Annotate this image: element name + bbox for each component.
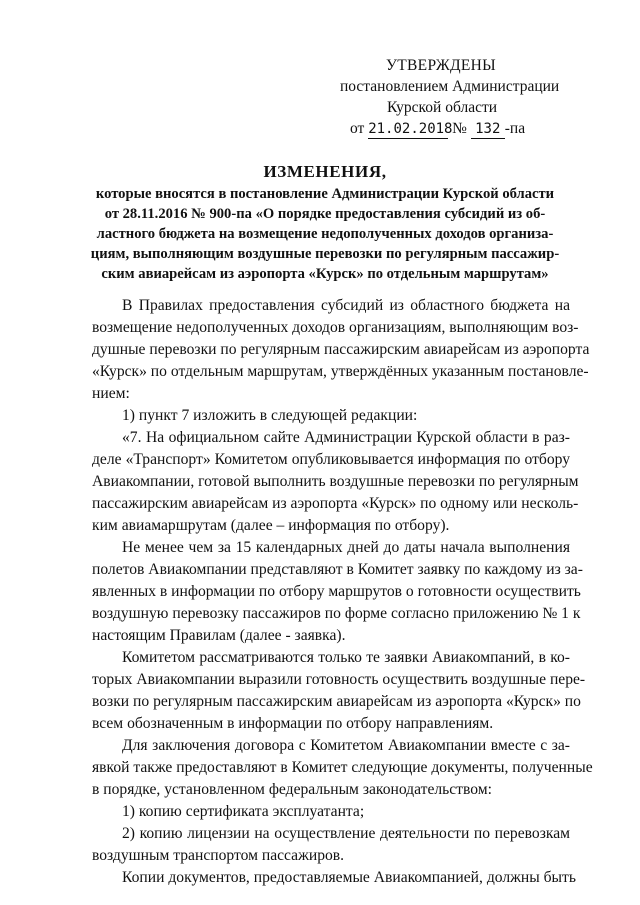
body-line: полетов Авиакомпании представляют в Комитет заявку по каждому из за- [92, 561, 583, 578]
body-line: «7. На официальном сайте Администрации Курской области в раз- [122, 429, 570, 446]
subtitle-line: циям, выполняющим воздушные перевозки по регулярным пассажир- [90, 246, 560, 262]
body-line: Комитетом рассматриваются только те заявки Авиакомпаний, в ко- [122, 649, 570, 666]
body-line: явленных в информации по отбору маршрутов о готовности осуществить [92, 583, 581, 600]
body-line: воздушную перевозку пассажиров по форме согласно приложению № 1 к [92, 605, 581, 622]
body-line: 1) пункт 7 изложить в следующей редакции: [122, 407, 418, 424]
subtitle-line: которые вносятся в постановление Администрации Курской области [95, 186, 555, 202]
date-prefix: от [350, 120, 365, 137]
body-line: 1) копию сертификата эксплуатанта; [122, 803, 365, 820]
body-line: нием: [92, 385, 130, 402]
body-line: «Курск» по отдельным маршрутам, утверждённых указанным постановле- [92, 363, 589, 380]
subtitle-line: от 28.11.2016 № 900-па «О порядке предоставления субсидий из об- [104, 206, 546, 222]
document-title: ИЗМЕНЕНИЯ, [263, 162, 387, 181]
body-line: торых Авиакомпании выразили готовность осуществить воздушные пере- [92, 671, 586, 688]
document-subtitle [80, 184, 570, 284]
body-line: ким авиамаршрутам (далее – информация по отбору). [92, 517, 450, 534]
approval-date: 21.02.2018 [368, 121, 453, 137]
body-line: 2) копию лицензии на осуществление деятельности по перевозкам [122, 825, 570, 842]
body-line: Авиакомпании, готовой выполнить воздушные перевозки по регулярным [92, 473, 579, 490]
approval-authority: постановлением Администрации [340, 78, 560, 95]
body-line: В Правилах предоставления субсидий из областного бюджета на [122, 297, 570, 314]
body-line: настоящим Правилам (далее - заявка). [92, 627, 346, 644]
number-prefix: № [452, 120, 467, 137]
approval-title: УТВЕРЖДЕНЫ [386, 57, 496, 74]
body-line: Не менее чем за 15 календарных дней до даты начала выполнения [122, 539, 570, 556]
number-suffix: -па [504, 120, 526, 137]
body-line: явкой также предоставляют в Комитет следующие документы, полученные [92, 759, 593, 776]
body-line: пассажирским авиарейсам из аэропорта «Курск» по одному или несколь- [92, 495, 579, 512]
body-line: деле «Транспорт» Комитетом опубликовывается информация по отбору [92, 451, 570, 468]
body-line: воздушным транспортом пассажиров. [92, 847, 345, 864]
body-line: всем обозначенным в информации по отбору направлениям. [92, 715, 494, 732]
body-line: возмещение недополученных доходов организациям, выполняющим воз- [92, 319, 579, 336]
body-line: Копии документов, предоставляемые Авиакомпанией, должны быть [122, 869, 576, 886]
subtitle-line: ластного бюджета на возмещение недополученных доходов организа- [96, 226, 554, 242]
subtitle-line: ским авиарейсам из аэропорта «Курск» по отдельным маршрутам» [101, 266, 549, 282]
body-line: в порядке, установленном федеральным законодательством: [92, 781, 492, 798]
document-heading [80, 160, 570, 284]
body-line: Для заключения договора с Комитетом Авиакомпании вместе с за- [122, 737, 570, 754]
approval-region: Курской области [387, 99, 498, 116]
body-line: возки по регулярным пассажирским авиарейсам из аэропорта «Курск» по [92, 693, 581, 710]
body-line: душные перевозки по регулярным пассажирским авиарейсам из аэропорта [92, 341, 590, 358]
approval-number: 132 [471, 121, 505, 139]
approval-date-number [350, 118, 525, 139]
